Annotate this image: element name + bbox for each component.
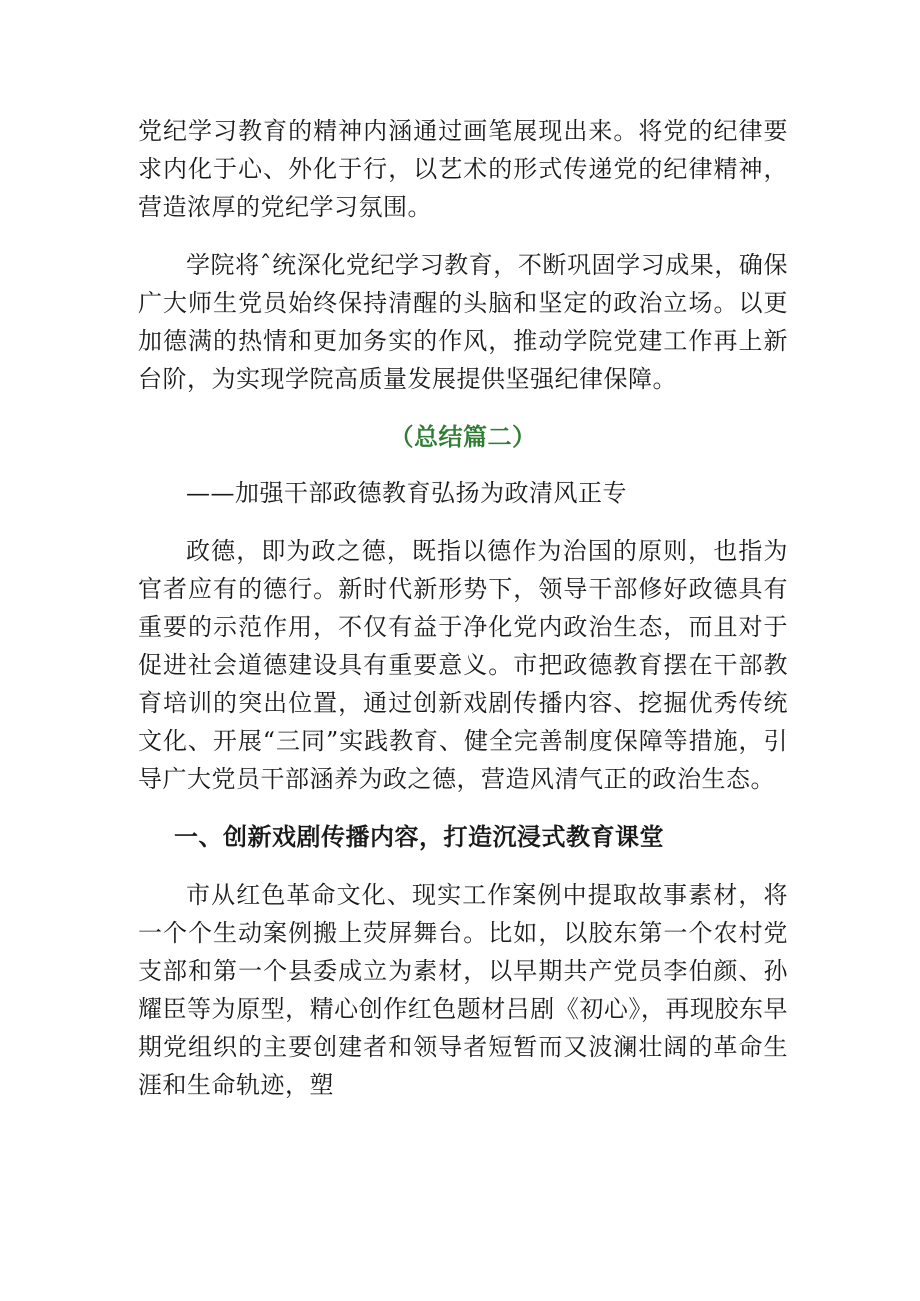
paragraph-political-ethics: 政德，即为政之德，既指以德作为治国的原则，也指为官者应有的德行。新时代新形势下，领导干部修好政德具有重要的示范作用，不仅有益于净化党内政治生态，而且对于促进社会道德建设具有重要意义。市把政德教育摆在干部教育培训的突出位置，通过创新戏剧传播内容、挖掘优秀传统文化、开展“三同”实践教育、健全完善制度保障等措施，引导广大党员干部涵养为政之德，营造风清气正的政治生态。 xyxy=(138,537,788,793)
paragraph-drama-content: 市从红色革命文化、现实工作案例中提取故事素材，将一个个生动案例搬上荧屏舞台。比如，以胶东第一个农村党支部和第一个县委成立为素材，以早期共产党员李伯颜、孙耀臣等为原型，精心创作红色题材吕剧《初心》，再现胶东早期党组织的主要创建者和领导者短暂而又波澜壮阔的革命生涯和生命轨迹，塑 xyxy=(138,881,788,1099)
document-body xyxy=(138,112,788,1124)
section-title: （总结篇二） xyxy=(389,422,537,451)
paragraph-continued: 党纪学习教育的精神内涵通过画笔展现出来。将党的纪律要求内化于心、外化于行，以艺术的形式传递党的纪律精神，营造浓厚的党纪学习氛围。 xyxy=(138,117,788,221)
paragraph-college-plan: 学院将ˆ统深化党纪学习教育，不断巩固学习成果，确保广大师生党员始终保持清醒的头脑和坚定的政治立场。以更加德满的热情和更加务实的作风，推动学院党建工作再上新台阶，为实现学院高质量发展提供坚强纪律保障。 xyxy=(138,251,788,393)
heading-one: 一、创新戏剧传播内容，打造沉浸式教育课堂 xyxy=(174,823,664,851)
section-subtitle: ——加强干部政德教育弘扬为政清风正专 xyxy=(186,479,627,507)
